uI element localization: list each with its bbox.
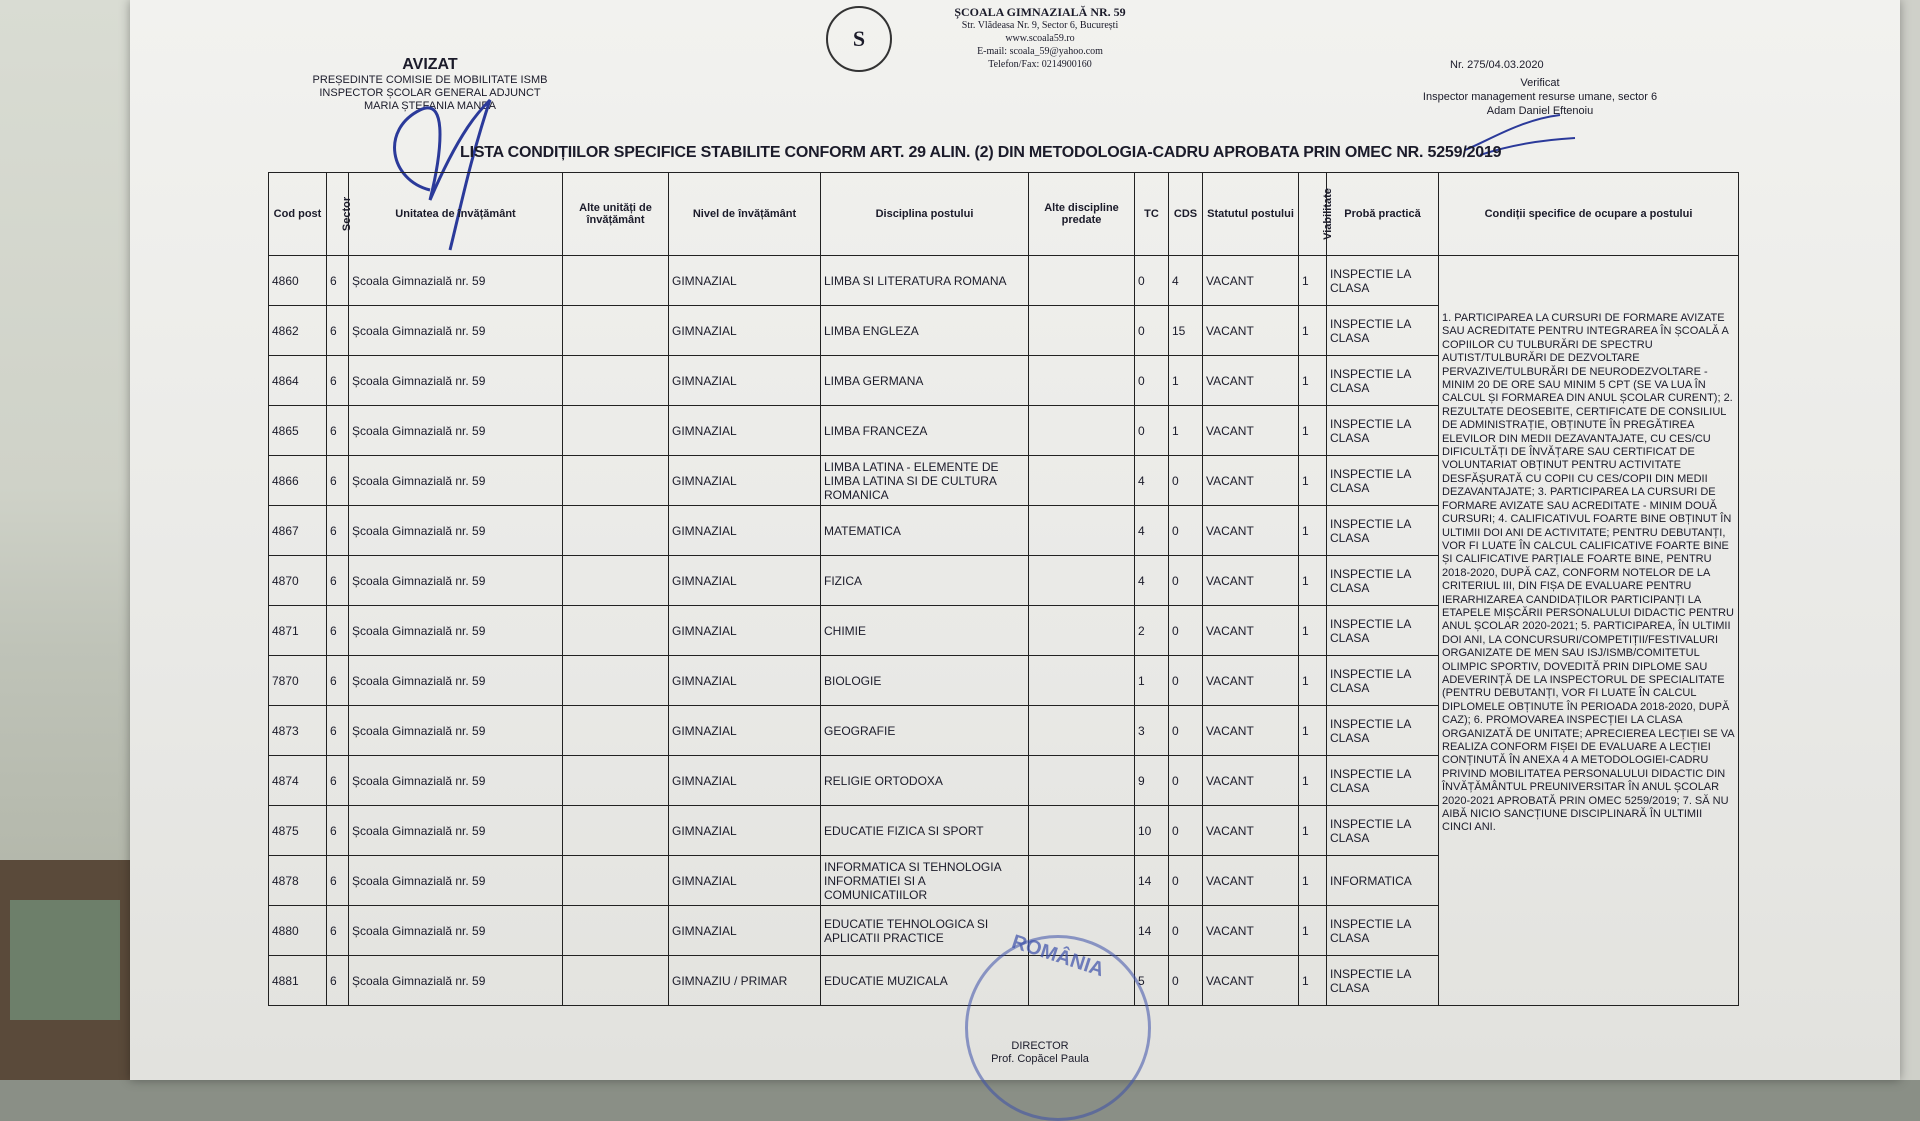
cell-statut: VACANT	[1203, 956, 1299, 1006]
verified-block	[1390, 58, 1690, 118]
cell-cod-post: 4867	[269, 506, 327, 556]
cell-conditii: 1. PARTICIPAREA LA CURSURI DE FORMARE AVIZATE SAU ACREDITATE PENTRU INTEGRAREA ÎN ȘCOALĂ A COPIILOR CU TULBURĂRI DE SPECTRU AUTIST/TULBURĂRI DE DEZVOLTARE PERVAZIVE/TULBURĂRI DE NEURODEZVOLTARE - MINIM 20 DE ORE SAU MINIM 5 CPT (SE VA LUA ÎN CALCUL ȘI FORMAREA DIN ANUL ȘCOLAR CURENT); 2. REZULTATE DEOSEBITE, CERTIFICATE DE CONSILIUL DE ADMINISTRAȚIE, OBȚINUTE ÎN PREGĂTIREA ELEVILOR DIN MEDII DEZAVANTAJATE, CU CES/CU DIFICULTĂȚI DE ÎNVĂȚARE SAU CERTIFICAT DE VOLUNTARIAT OBȚINUT PENTRU ACTIVITATE DESFĂȘURATĂ CU COPII CU CES/COPII DIN MEDII DEZAVANTAJATE; 3. PARTICIPAREA LA CURSURI DE FORMARE AVIZATE SAU ACREDITATE - MINIM DOUĂ CURSURI; 4. CALIFICATIVUL FOARTE BINE OBȚINUT ÎN ULTIMII DOI ANI DE ACTIVITATE; PENTRU DEBUTANȚI, VOR FI LUATE ÎN CALCUL CALIFICATIVE FOARTE BINE ȘI CALIFICATIVE PARȚIALE FOARTE BINE, PENTRU 2018-2020, DUPĂ CAZ, CONFORM NOTELOR DE LA CRITERIUL III, DIN FIȘA DE EVALUARE PENTRU IERARHIZAREA CANDIDAȚILOR PARTICIPANȚI LA ETAPELE MIȘCĂRII PERSONALULUI DIDACTIC PENTRU ANUL ȘCOLAR 2020-2021; 5. PARTICIPAREA, ÎN ULTIMII DOI ANI, LA CONCURSURI/COMPETIȚII/FESTIVALURI ORGANIZATE DE MEN SAU ISJ/ISMB/COMITETUL OLIMPIC SPORTIV, DOVEDITĂ PRIN DIPLOME SAU ADEVERINȚĂ DE LA INSPECTORUL DE SPECIALITATE (PENTRU DEBUTANȚI, VOR FI LUATE ÎN CALCUL DIPLOMELE OBȚINUTE ÎN PERIOADA 2018-2020, DUPĂ CAZ); 6. PROMOVAREA INSPECȚIEI LA CLASA ORGANIZATĂ DE UNITATE; APRECIEREA LECȚIEI SE VA REALIZA CONFORM FIȘEI DE EVALUARE A LECȚIEI CONȚINUTĂ ÎN ANEXA 4 A METODOLOGIEI-CADRU PRIVIND MOBILITATEA PERSONALULUI DIDACTIC DIN ÎNVĂȚĂMÂNTUL PREUNIVERSITAR ÎN ANUL ȘCOLAR 2020-2021 APROBATĂ PRIN OMEC 5259/2019; 7. SĂ NU AIBĂ NICIO SANCȚIUNE DISCIPLINARĂ ÎN ULTIMII CINCI ANI.	[1439, 256, 1739, 1006]
cell-disciplina: BIOLOGIE	[821, 656, 1029, 706]
cell-cds: 0	[1169, 506, 1203, 556]
cell-alte-unitati	[563, 556, 669, 606]
school-logo: S	[826, 6, 892, 72]
cell-tc: 0	[1135, 356, 1169, 406]
cell-cod-post: 4881	[269, 956, 327, 1006]
school-name: ȘCOALA GIMNAZIALĂ NR. 59	[954, 5, 1126, 19]
cell-tc: 3	[1135, 706, 1169, 756]
cell-nivel: GIMNAZIAL	[669, 606, 821, 656]
cell-proba: INSPECTIE LA CLASA	[1327, 806, 1439, 856]
cell-nivel: GIMNAZIAL	[669, 556, 821, 606]
cell-alte-unitati	[563, 606, 669, 656]
header-viabilitate: Viabilitate	[1299, 173, 1327, 256]
cell-viabilitate: 1	[1299, 756, 1327, 806]
cell-alte-unitati	[563, 256, 669, 306]
cell-alte-discipline	[1029, 306, 1135, 356]
cell-cod-post: 4860	[269, 256, 327, 306]
cell-statut: VACANT	[1203, 506, 1299, 556]
cell-alte-unitati	[563, 956, 669, 1006]
cell-unitate: Școala Gimnazială nr. 59	[349, 706, 563, 756]
cell-nivel: GIMNAZIAL	[669, 406, 821, 456]
cell-proba: INSPECTIE LA CLASA	[1327, 906, 1439, 956]
cell-sector: 6	[327, 306, 349, 356]
school-address: Str. Vlădeasa Nr. 9, Sector 6, București	[961, 20, 1119, 31]
cell-alte-unitati	[563, 856, 669, 906]
cell-disciplina: EDUCATIE FIZICA SI SPORT	[821, 806, 1029, 856]
cell-proba: INSPECTIE LA CLASA	[1327, 656, 1439, 706]
cell-alte-discipline	[1029, 556, 1135, 606]
cell-viabilitate: 1	[1299, 506, 1327, 556]
cell-cod-post: 4873	[269, 706, 327, 756]
cell-alte-unitati	[563, 506, 669, 556]
cell-nivel: GIMNAZIAL	[669, 306, 821, 356]
cell-tc: 10	[1135, 806, 1169, 856]
cell-cds: 15	[1169, 306, 1203, 356]
cell-unitate: Școala Gimnazială nr. 59	[349, 806, 563, 856]
cell-cod-post: 4871	[269, 606, 327, 656]
cell-cod-post: 4862	[269, 306, 327, 356]
director-block	[960, 1040, 1120, 1066]
cell-statut: VACANT	[1203, 406, 1299, 456]
cell-viabilitate: 1	[1299, 706, 1327, 756]
cell-proba: INSPECTIE LA CLASA	[1327, 256, 1439, 306]
cell-sector: 6	[327, 656, 349, 706]
cell-sector: 6	[327, 356, 349, 406]
cell-sector: 6	[327, 956, 349, 1006]
cell-viabilitate: 1	[1299, 256, 1327, 306]
cell-sector: 6	[327, 456, 349, 506]
cell-cod-post: 4866	[269, 456, 327, 506]
cell-proba: INSPECTIE LA CLASA	[1327, 606, 1439, 656]
cell-alte-unitati	[563, 906, 669, 956]
school-email: E-mail: scoala_59@yahoo.com	[977, 46, 1103, 57]
cell-viabilitate: 1	[1299, 856, 1327, 906]
cell-disciplina: RELIGIE ORTODOXA	[821, 756, 1029, 806]
cell-alte-discipline	[1029, 606, 1135, 656]
cell-nivel: GIMNAZIAL	[669, 506, 821, 556]
cell-cod-post: 4864	[269, 356, 327, 406]
cell-cds: 0	[1169, 806, 1203, 856]
cell-nivel: GIMNAZIAL	[669, 806, 821, 856]
cell-tc: 14	[1135, 906, 1169, 956]
cell-statut: VACANT	[1203, 806, 1299, 856]
header-sector: Sector	[327, 173, 349, 256]
cell-alte-discipline	[1029, 656, 1135, 706]
table-header-row	[269, 173, 1739, 256]
header-unitatea: Unitatea de învățământ	[349, 173, 563, 256]
cell-unitate: Școala Gimnazială nr. 59	[349, 756, 563, 806]
cell-unitate: Școala Gimnazială nr. 59	[349, 606, 563, 656]
header-disciplina: Disciplina postului	[821, 173, 1029, 256]
cell-sector: 6	[327, 556, 349, 606]
header-alte-discipline: Alte discipline predate	[1029, 173, 1135, 256]
cell-alte-discipline	[1029, 256, 1135, 306]
cell-viabilitate: 1	[1299, 806, 1327, 856]
document-title: LISTA CONDIȚIILOR SPECIFICE STABILITE CONFORM ART. 29 ALIN. (2) DIN METODOLOGIA-CADRU APROBATA PRIN OMEC NR. 5259/2019	[460, 144, 1502, 161]
cell-alte-discipline	[1029, 706, 1135, 756]
cell-tc: 4	[1135, 456, 1169, 506]
cell-sector: 6	[327, 756, 349, 806]
cell-tc: 1	[1135, 656, 1169, 706]
cell-proba: INSPECTIE LA CLASA	[1327, 706, 1439, 756]
director-name: Prof. Copăcel Paula	[991, 1053, 1089, 1065]
verified-name: Adam Daniel Eftenoiu	[1486, 105, 1594, 117]
cell-proba: INSPECTIE LA CLASA	[1327, 956, 1439, 1006]
cell-disciplina: EDUCATIE TEHNOLOGICA SI APLICATII PRACTICE	[821, 906, 1029, 956]
cell-viabilitate: 1	[1299, 656, 1327, 706]
cell-cds: 0	[1169, 756, 1203, 806]
positions-table	[268, 172, 1739, 1006]
cell-unitate: Școala Gimnazială nr. 59	[349, 406, 563, 456]
school-website: www.scoala59.ro	[1005, 33, 1075, 44]
cell-statut: VACANT	[1203, 606, 1299, 656]
document-number: Nr. 275/04.03.2020	[1450, 59, 1544, 71]
cell-unitate: Școala Gimnazială nr. 59	[349, 506, 563, 556]
header-proba: Probă practică	[1327, 173, 1439, 256]
header-nivel: Nivel de învățământ	[669, 173, 821, 256]
header-cod-post: Cod post	[269, 173, 327, 256]
cell-unitate: Școala Gimnazială nr. 59	[349, 656, 563, 706]
avizat-line-3: MARIA ȘTEFANIA MANEA	[363, 100, 497, 112]
cell-cds: 1	[1169, 406, 1203, 456]
avizat-title: AVIZAT	[402, 56, 458, 73]
cell-disciplina: LIMBA FRANCEZA	[821, 406, 1029, 456]
cell-nivel: GIMNAZIU / PRIMAR	[669, 956, 821, 1006]
cell-cds: 0	[1169, 656, 1203, 706]
cell-cod-post: 7870	[269, 656, 327, 706]
cell-cod-post: 4865	[269, 406, 327, 456]
header-cds: CDS	[1169, 173, 1203, 256]
cell-sector: 6	[327, 906, 349, 956]
cell-cod-post: 4878	[269, 856, 327, 906]
cell-alte-discipline	[1029, 506, 1135, 556]
avizat-line-2: INSPECTOR ȘCOLAR GENERAL ADJUNCT	[319, 87, 541, 99]
school-phone: Telefon/Fax: 0214900160	[988, 59, 1092, 70]
verified-label: Verificat	[1520, 77, 1560, 89]
cell-statut: VACANT	[1203, 906, 1299, 956]
cell-cds: 0	[1169, 956, 1203, 1006]
cell-proba: INSPECTIE LA CLASA	[1327, 756, 1439, 806]
cell-disciplina: FIZICA	[821, 556, 1029, 606]
cell-cod-post: 4875	[269, 806, 327, 856]
cell-viabilitate: 1	[1299, 356, 1327, 406]
cell-viabilitate: 1	[1299, 606, 1327, 656]
cell-viabilitate: 1	[1299, 956, 1327, 1006]
cell-alte-unitati	[563, 306, 669, 356]
cell-cod-post: 4874	[269, 756, 327, 806]
header-tc: TC	[1135, 173, 1169, 256]
cell-viabilitate: 1	[1299, 906, 1327, 956]
cell-unitate: Școala Gimnazială nr. 59	[349, 856, 563, 906]
cell-nivel: GIMNAZIAL	[669, 656, 821, 706]
cell-cds: 0	[1169, 606, 1203, 656]
cell-statut: VACANT	[1203, 856, 1299, 906]
cell-alte-unitati	[563, 356, 669, 406]
cell-nivel: GIMNAZIAL	[669, 756, 821, 806]
cell-alte-discipline	[1029, 406, 1135, 456]
cell-alte-unitati	[563, 656, 669, 706]
cell-statut: VACANT	[1203, 706, 1299, 756]
cell-statut: VACANT	[1203, 256, 1299, 306]
cell-tc: 14	[1135, 856, 1169, 906]
cell-nivel: GIMNAZIAL	[669, 356, 821, 406]
cell-disciplina: MATEMATICA	[821, 506, 1029, 556]
cell-cds: 4	[1169, 256, 1203, 306]
cell-nivel: GIMNAZIAL	[669, 456, 821, 506]
cell-cds: 0	[1169, 856, 1203, 906]
cell-viabilitate: 1	[1299, 556, 1327, 606]
cell-disciplina: LIMBA LATINA - ELEMENTE DE LIMBA LATINA SI DE CULTURA ROMANICA	[821, 456, 1029, 506]
cell-tc: 9	[1135, 756, 1169, 806]
avizat-line-1: PREȘEDINTE COMISIE DE MOBILITATE ISMB	[312, 74, 548, 86]
header-statut: Statutul postului	[1203, 173, 1299, 256]
cell-unitate: Școala Gimnazială nr. 59	[349, 906, 563, 956]
cell-alte-discipline	[1029, 806, 1135, 856]
cell-disciplina: EDUCATIE MUZICALA	[821, 956, 1029, 1006]
cell-unitate: Școala Gimnazială nr. 59	[349, 556, 563, 606]
school-header	[920, 6, 1160, 71]
cell-cds: 0	[1169, 456, 1203, 506]
cell-sector: 6	[327, 806, 349, 856]
table-row	[269, 256, 1739, 306]
cell-alte-discipline	[1029, 856, 1135, 906]
cell-sector: 6	[327, 706, 349, 756]
cell-cds: 1	[1169, 356, 1203, 406]
cell-alte-unitati	[563, 456, 669, 506]
cell-tc: 4	[1135, 556, 1169, 606]
cell-alte-unitati	[563, 706, 669, 756]
cell-cds: 0	[1169, 906, 1203, 956]
cell-viabilitate: 1	[1299, 306, 1327, 356]
cell-viabilitate: 1	[1299, 456, 1327, 506]
cell-tc: 0	[1135, 256, 1169, 306]
cell-cod-post: 4870	[269, 556, 327, 606]
cell-statut: VACANT	[1203, 556, 1299, 606]
cell-tc: 2	[1135, 606, 1169, 656]
cell-unitate: Școala Gimnazială nr. 59	[349, 356, 563, 406]
stamp-text: ROMÂNIA	[1009, 930, 1107, 982]
cell-proba: INSPECTIE LA CLASA	[1327, 506, 1439, 556]
header-conditii: Condiții specifice de ocupare a postului	[1439, 173, 1739, 256]
cell-proba: INSPECTIE LA CLASA	[1327, 406, 1439, 456]
header-alte-unitati: Alte unități de învățământ	[563, 173, 669, 256]
cell-disciplina: GEOGRAFIE	[821, 706, 1029, 756]
cell-tc: 5	[1135, 956, 1169, 1006]
director-label: DIRECTOR	[1011, 1040, 1069, 1052]
cell-tc: 4	[1135, 506, 1169, 556]
cell-disciplina: INFORMATICA SI TEHNOLOGIA INFORMATIEI SI A COMUNICATIILOR	[821, 856, 1029, 906]
cell-sector: 6	[327, 856, 349, 906]
background-posters	[10, 900, 120, 1020]
cell-disciplina: LIMBA SI LITERATURA ROMANA	[821, 256, 1029, 306]
cell-statut: VACANT	[1203, 306, 1299, 356]
cell-sector: 6	[327, 256, 349, 306]
cell-disciplina: LIMBA ENGLEZA	[821, 306, 1029, 356]
cell-statut: VACANT	[1203, 756, 1299, 806]
cell-tc: 0	[1135, 406, 1169, 456]
cell-unitate: Școala Gimnazială nr. 59	[349, 306, 563, 356]
cell-alte-discipline	[1029, 756, 1135, 806]
cell-viabilitate: 1	[1299, 406, 1327, 456]
cell-alte-unitati	[563, 756, 669, 806]
cell-disciplina: CHIMIE	[821, 606, 1029, 656]
cell-unitate: Școala Gimnazială nr. 59	[349, 256, 563, 306]
cell-cds: 0	[1169, 556, 1203, 606]
cell-statut: VACANT	[1203, 356, 1299, 406]
cell-proba: INSPECTIE LA CLASA	[1327, 306, 1439, 356]
cell-tc: 0	[1135, 306, 1169, 356]
cell-statut: VACANT	[1203, 656, 1299, 706]
cell-proba: INSPECTIE LA CLASA	[1327, 356, 1439, 406]
cell-proba: INSPECTIE LA CLASA	[1327, 556, 1439, 606]
cell-sector: 6	[327, 406, 349, 456]
cell-nivel: GIMNAZIAL	[669, 856, 821, 906]
cell-proba: INSPECTIE LA CLASA	[1327, 456, 1439, 506]
cell-unitate: Școala Gimnazială nr. 59	[349, 956, 563, 1006]
cell-statut: VACANT	[1203, 456, 1299, 506]
cell-nivel: GIMNAZIAL	[669, 706, 821, 756]
cell-cds: 0	[1169, 706, 1203, 756]
cell-alte-discipline	[1029, 456, 1135, 506]
cell-unitate: Școala Gimnazială nr. 59	[349, 456, 563, 506]
cell-sector: 6	[327, 606, 349, 656]
cell-disciplina: LIMBA GERMANA	[821, 356, 1029, 406]
cell-alte-discipline	[1029, 356, 1135, 406]
cell-nivel: GIMNAZIAL	[669, 256, 821, 306]
cell-sector: 6	[327, 506, 349, 556]
cell-alte-unitati	[563, 406, 669, 456]
cell-nivel: GIMNAZIAL	[669, 906, 821, 956]
cell-alte-unitati	[563, 806, 669, 856]
verified-role: Inspector management resurse umane, sector 6	[1422, 91, 1658, 103]
cell-cod-post: 4880	[269, 906, 327, 956]
cell-proba: INFORMATICA	[1327, 856, 1439, 906]
